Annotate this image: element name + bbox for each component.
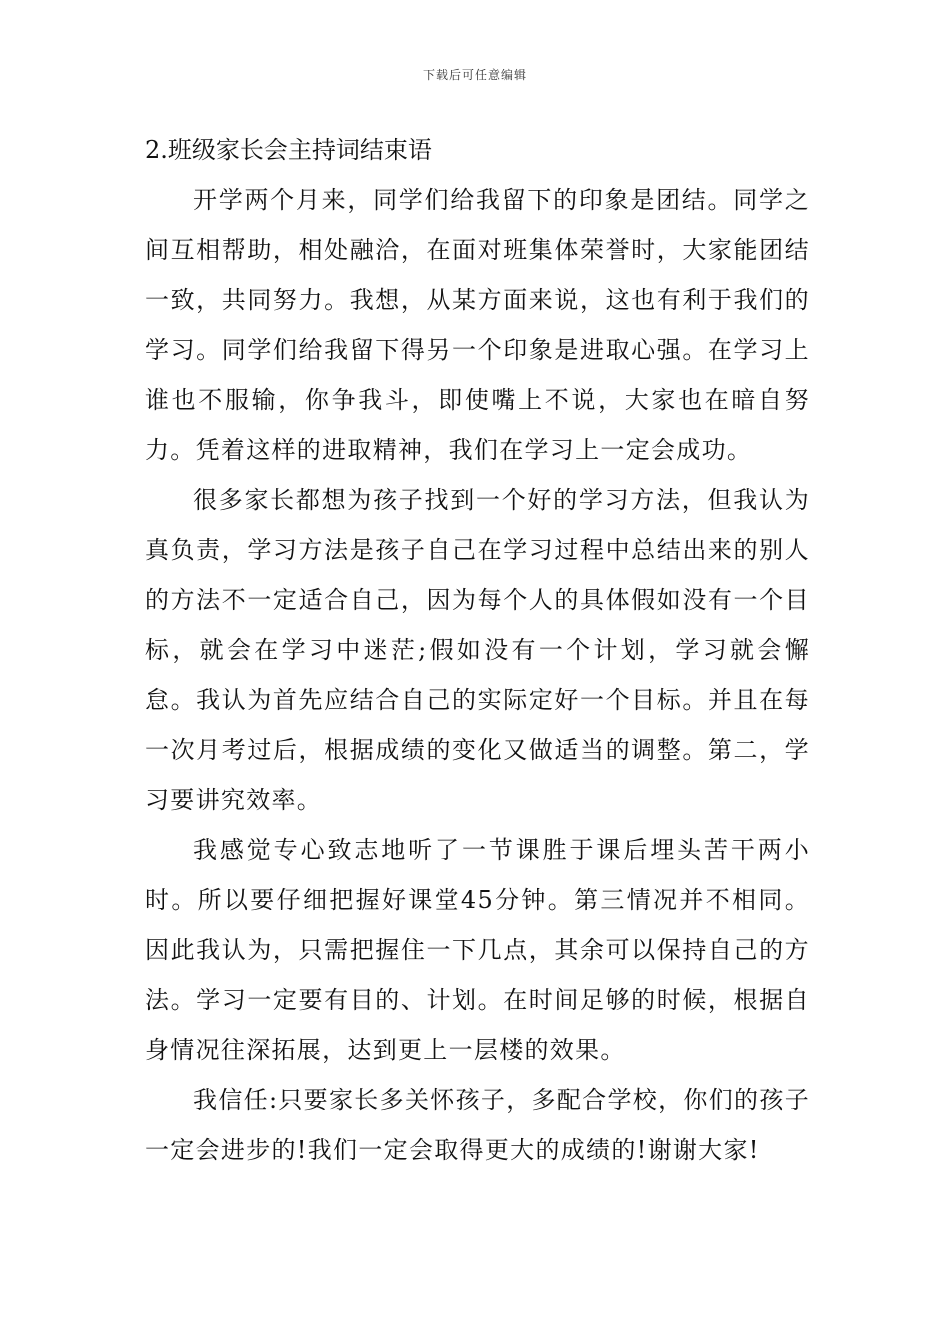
paragraph-2: 很多家长都想为孩子找到一个好的学习方法，但我认为真负责，学习方法是孩子自己在学习过程中总结出来的别人的方法不一定适合自己，因为每个人的具体假如没有一个目标，就会在学习中迷茫;假如没有一个计划，学习就会懈怠。我认为首先应结合自己的实际定好一个目标。并且在每一次月考过后，根据成绩的变化又做适当的调整。第二，学习要讲究效率。 bbox=[145, 486, 810, 814]
paragraph-1: 开学两个月来，同学们给我留下的印象是团结。同学之间互相帮助，相处融洽，在面对班集体荣誉时，大家能团结一致，共同努力。我想，从某方面来说，这也有利于我们的学习。同学们给我留下得另一个印象是进取心强。在学习上谁也不服输，你争我斗，即使嘴上不说，大家也在暗自努力。凭着这样的进取精神，我们在学习上一定会成功。 bbox=[145, 186, 810, 464]
document-heading: 2.班级家长会主持词结束语 bbox=[145, 136, 432, 164]
header-note: 下载后可任意编辑 bbox=[422, 68, 527, 82]
document-body bbox=[145, 125, 810, 1175]
paragraph-3: 我感觉专心致志地听了一节课胜于课后埋头苦干两小时。所以要仔细把握好课堂45分钟。第三情况并不相同。因此我认为，只需把握住一下几点，其余可以保持自己的方法。学习一定要有目的、计划。在时间足够的时候，根据自身情况往深拓展，达到更上一层楼的效果。 bbox=[145, 836, 810, 1064]
paragraph-4: 我信任:只要家长多关怀孩子，多配合学校，你们的孩子一定会进步的!我们一定会取得更大的成绩的!谢谢大家! bbox=[145, 1086, 810, 1164]
